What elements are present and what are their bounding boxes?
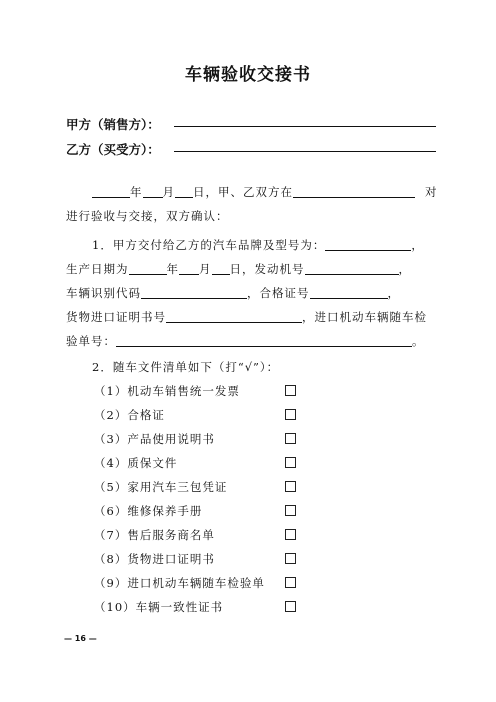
item1-line-5 (66, 333, 425, 349)
item1-comma-1: ， (411, 238, 424, 252)
doc-item-8: （8）货物进口证明书 (94, 552, 215, 566)
brand-model-field[interactable] (325, 238, 411, 251)
party-a-field[interactable] (174, 126, 436, 127)
doc-checkbox-9[interactable] (285, 577, 296, 588)
doc-checkbox-6[interactable] (285, 505, 296, 516)
doc-item-2: （2）合格证 (94, 408, 165, 422)
intro-month-field[interactable] (143, 185, 163, 198)
party-b-label: 乙方（买受方）： (66, 142, 160, 157)
party-b-field[interactable] (174, 151, 436, 152)
cert-no-field[interactable] (310, 286, 388, 299)
doc-checkbox-8[interactable] (285, 553, 296, 564)
item1-comma-2: ， (398, 262, 411, 276)
doc-item-10: （10）车辆一致性证书 (94, 600, 224, 614)
doc-checkbox-3[interactable] (285, 433, 296, 444)
doc-item-5: （5）家用汽车三包凭证 (94, 480, 228, 494)
doc-checkbox-1[interactable] (285, 385, 296, 396)
intro-year-field[interactable] (92, 185, 130, 198)
import-cert-label: 货物进口证明书号 (66, 310, 166, 324)
vin-field[interactable] (141, 286, 247, 299)
prod-month-field[interactable] (179, 262, 199, 275)
cert-label: ，合格证号 (247, 286, 310, 300)
doc-item-1: （1）机动车销售统一发票 (94, 384, 240, 398)
prod-year-field[interactable] (129, 262, 167, 275)
item1-prefix: 1．甲方交付给乙方的汽车品牌及型号为： (92, 238, 326, 252)
doc-item-6: （6）维修保养手册 (94, 504, 203, 518)
intro-day-field[interactable] (175, 185, 193, 198)
item1-line-3 (66, 285, 400, 301)
doc-item-3: （3）产品使用说明书 (94, 432, 215, 446)
doc-checkbox-10[interactable] (285, 601, 296, 612)
party-a-label: 甲方（销售方）： (66, 117, 160, 132)
doc-checkbox-5[interactable] (285, 481, 296, 492)
intro-year-text: 年 (130, 185, 143, 199)
import-cert-field[interactable] (166, 310, 302, 323)
doc-item-4: （4）质保文件 (94, 456, 178, 470)
item1-period: 。 (412, 334, 425, 348)
intro-line-2: 进行验收与交接，双方确认： (66, 209, 229, 223)
doc-checkbox-7[interactable] (285, 529, 296, 540)
inspect-no-label: 验单号： (66, 334, 116, 348)
item1-comma-3: ， (387, 286, 400, 300)
intro-month-text: 月 (162, 185, 175, 199)
prod-day-field[interactable] (212, 262, 230, 275)
item2-heading: 2．随车文件清单如下（打“√”）： (92, 360, 280, 374)
vin-label: 车辆识别代码 (66, 286, 141, 300)
doc-item-7: （7）售后服务商名单 (94, 528, 215, 542)
doc-checkbox-4[interactable] (285, 457, 296, 468)
intro-line-1 (92, 184, 415, 200)
prod-month-text: 月 (199, 262, 212, 276)
item1-line-1 (92, 237, 424, 253)
document-title: 车辆验收交接书 (185, 65, 311, 85)
inspect-no-field[interactable] (116, 334, 412, 347)
doc-checkbox-2[interactable] (285, 409, 296, 420)
prod-year-text: 年 (166, 262, 179, 276)
item1-line-4 (66, 309, 427, 325)
intro-location-field[interactable] (293, 185, 415, 198)
intro-day-text: 日，甲、乙双方在 (193, 185, 293, 199)
inspect-label: ，进口机动车辆随车检 (302, 310, 427, 324)
item1-line-2 (66, 261, 411, 277)
engine-no-field[interactable] (305, 262, 399, 275)
engine-label: 日，发动机号 (229, 262, 305, 276)
doc-item-9: （9）进口机动车辆随车检验单 (94, 576, 265, 590)
page-number: — 16 — (64, 634, 97, 643)
intro-dui: 对 (425, 185, 438, 199)
prod-date-label: 生产日期为 (66, 262, 129, 276)
